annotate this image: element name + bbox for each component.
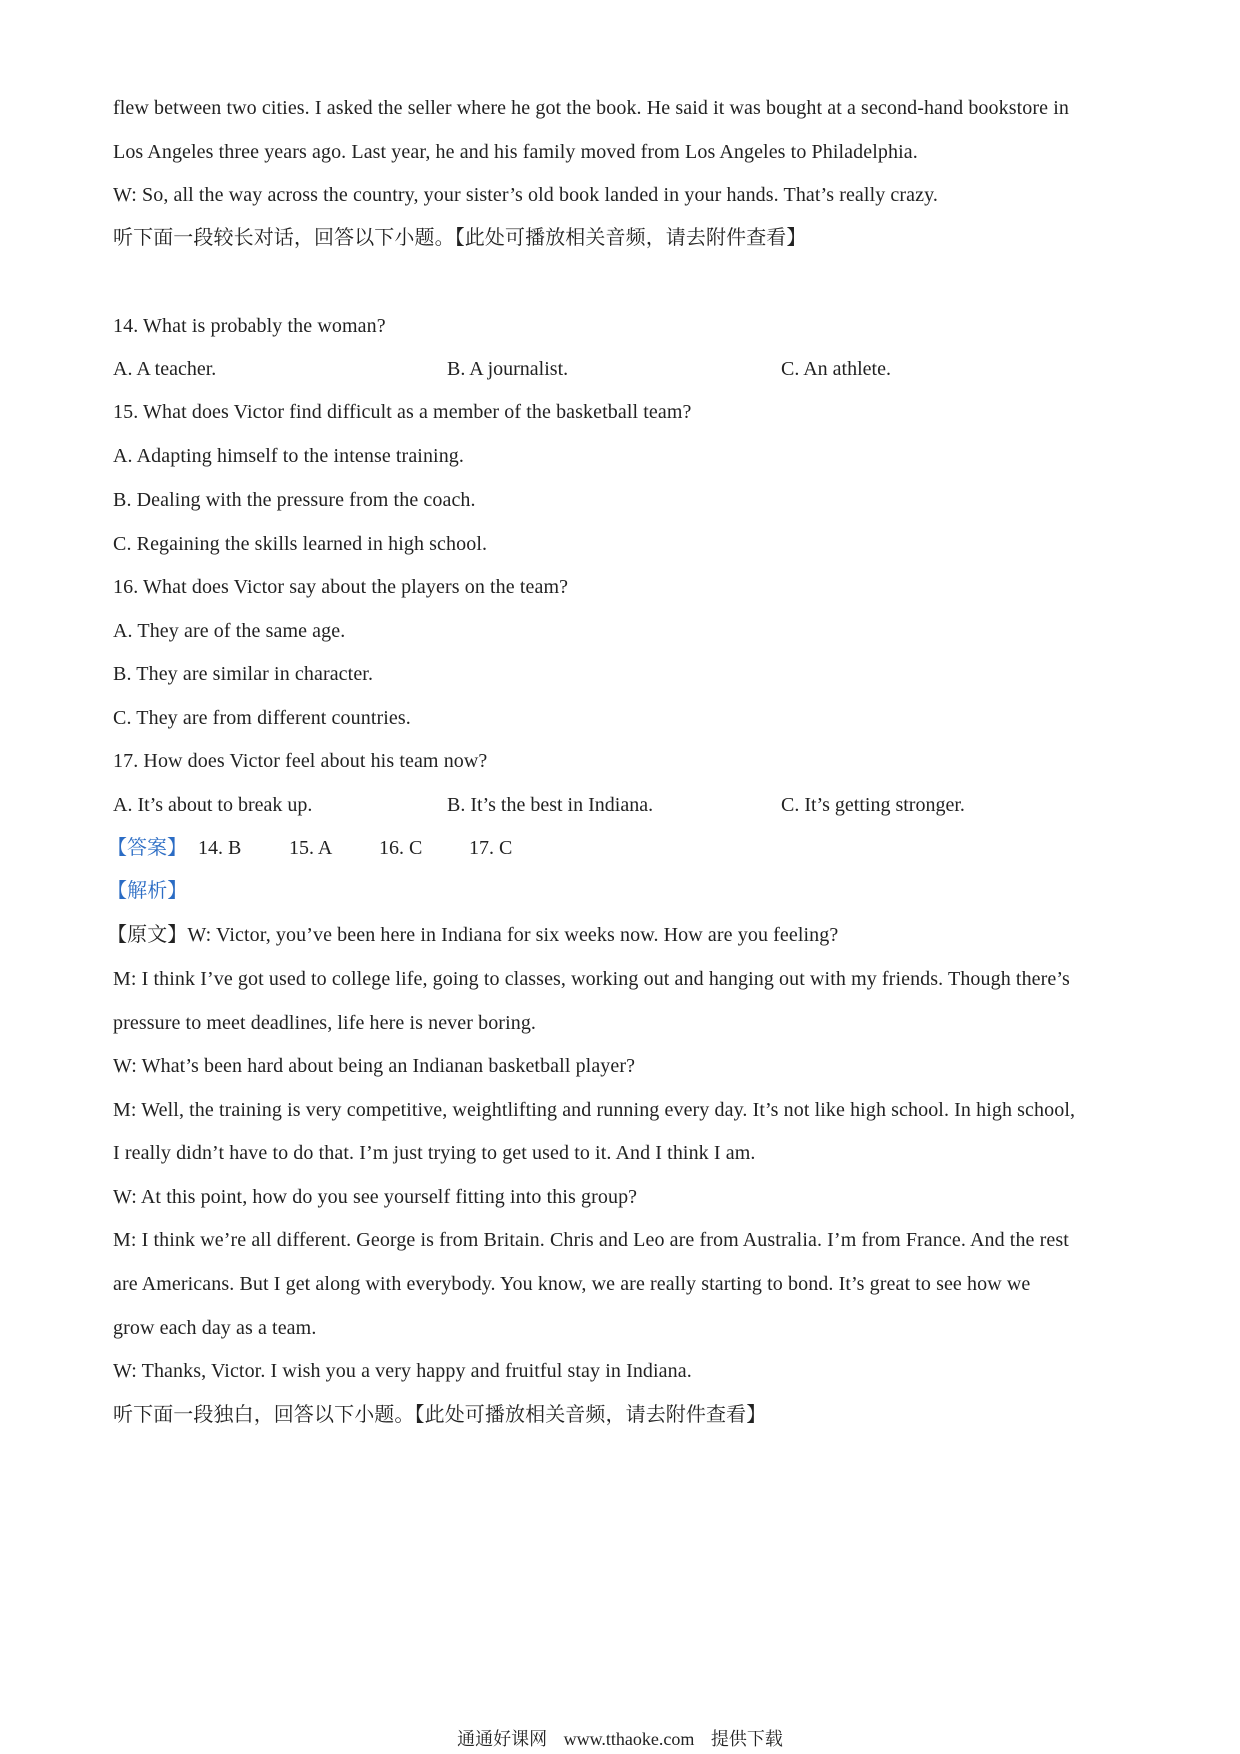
- question-stem: 16. What does Victor say about the players on the team?: [113, 576, 569, 598]
- option-a: A. Adapting himself to the intense training.: [113, 445, 465, 467]
- analysis-label: 【解析】: [107, 880, 188, 902]
- listening-instruction: 听下面一段较长对话，回答以下小题。【此处可播放相关音频，请去附件查看】: [113, 227, 807, 249]
- option-b: B. A journalist.: [447, 358, 569, 380]
- transcript-line: W: Thanks, Victor. I wish you a very happy and fruitful stay in Indiana.: [113, 1360, 692, 1382]
- transcript-line: W: At this point, how do you see yourself fitting into this group?: [113, 1186, 638, 1208]
- page-footer: [0, 1728, 1240, 1750]
- option-a: A. It’s about to break up.: [113, 794, 313, 816]
- transcript-line: W: What’s been hard about being an Indianan basketball player?: [113, 1055, 636, 1077]
- transcript-line: grow each day as a team.: [113, 1317, 317, 1339]
- transcript-line: M: Well, the training is very competitive, weightlifting and running every day. It’s not like high school. In high school,: [113, 1099, 1076, 1121]
- transcript-line: are Americans. But I get along with everybody. You know, we are really starting to bond. It’s great to see how we: [113, 1273, 1031, 1295]
- option-a: A. They are of the same age.: [113, 620, 346, 642]
- footer-site-name: 通通好课网: [457, 1729, 548, 1749]
- transcript-line: pressure to meet deadlines, life here is never boring.: [113, 1012, 537, 1034]
- transcript-line: I really didn’t have to do that. I’m just trying to get used to it. And I think I am.: [113, 1142, 756, 1164]
- answer-label: 【答案】: [107, 837, 187, 859]
- options-row: [113, 793, 1133, 817]
- listening-instruction: 听下面一段独白，回答以下小题。【此处可播放相关音频，请去附件查看】: [113, 1404, 767, 1426]
- footer-url[interactable]: www.tthaoke.com: [563, 1729, 695, 1749]
- option-c: C. They are from different countries.: [113, 707, 411, 729]
- transcript-line: M: I think I’ve got used to college life, going to classes, working out and hanging out with my friends. Though there’s: [113, 968, 1070, 990]
- text-line: flew between two cities. I asked the seller where he got the book. He said it was bought at a second-hand bookstore in: [113, 97, 1069, 119]
- footer-suffix: 提供下载: [710, 1729, 783, 1749]
- answer-row: [107, 836, 1133, 860]
- option-c: C. It’s getting stronger.: [781, 794, 965, 816]
- answer-item: 16. C: [379, 837, 423, 859]
- option-b: B. Dealing with the pressure from the coach.: [113, 489, 476, 511]
- question-stem: 14. What is probably the woman?: [113, 315, 386, 337]
- answer-item: 14. B: [198, 837, 242, 859]
- question-stem: 17. How does Victor feel about his team now?: [113, 750, 488, 772]
- option-c: C. Regaining the skills learned in high school.: [113, 533, 488, 555]
- option-b: B. They are similar in character.: [113, 663, 374, 685]
- option-a: A. A teacher.: [113, 358, 217, 380]
- option-c: C. An athlete.: [781, 358, 891, 380]
- answer-item: 15. A: [289, 837, 333, 859]
- transcript-line: M: I think we’re all different. George is from Britain. Chris and Leo are from Australia. I’m from France. And the rest: [113, 1229, 1069, 1251]
- answer-item: 17. C: [469, 837, 513, 859]
- options-row: [113, 357, 1133, 381]
- option-b: B. It’s the best in Indiana.: [447, 794, 654, 816]
- transcript-line: 【原文】W: Victor, you’ve been here in Indiana for six weeks now. How are you feeling?: [107, 924, 839, 946]
- question-stem: 15. What does Victor find difficult as a member of the basketball team?: [113, 401, 692, 423]
- text-line: W: So, all the way across the country, your sister’s old book landed in your hands. That’s really crazy.: [113, 184, 939, 206]
- text-line: Los Angeles three years ago. Last year, he and his family moved from Los Angeles to Philadelphia.: [113, 141, 918, 163]
